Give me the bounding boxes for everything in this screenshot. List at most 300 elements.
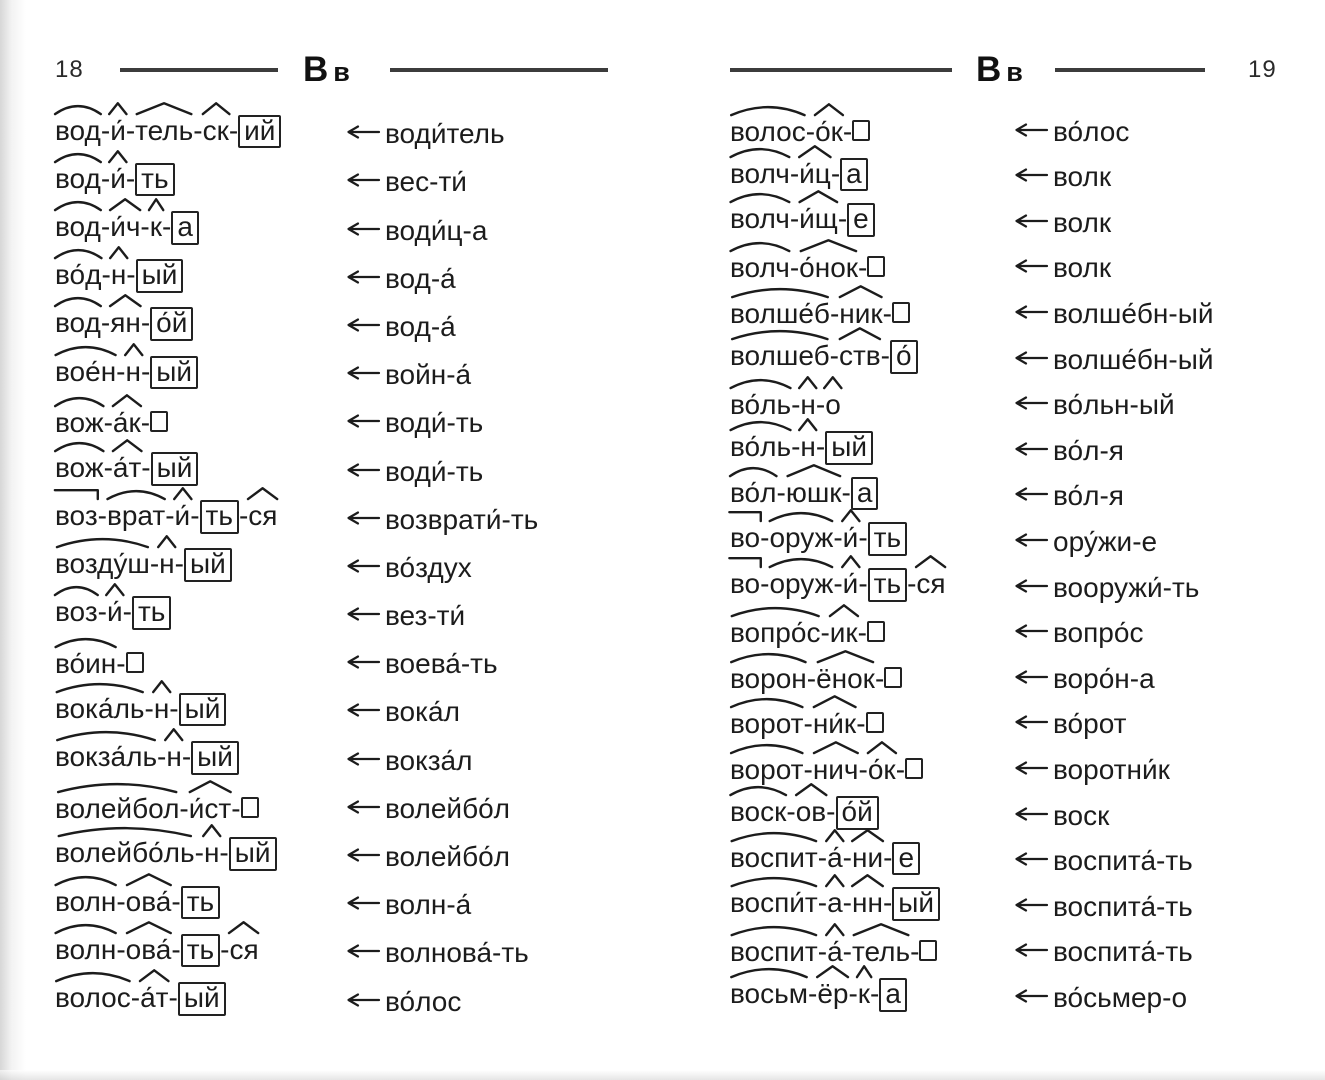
morpheme-root	[730, 619, 820, 647]
left-arrow-icon	[1013, 988, 1053, 1004]
morpheme-text: волшеб	[730, 339, 830, 371]
analyzed-word	[730, 887, 1013, 921]
morpheme-text: ть	[141, 162, 169, 194]
root-arc-icon	[53, 873, 118, 887]
suffix-caret-icon	[914, 555, 947, 569]
morpheme-text: ть	[137, 596, 166, 628]
root-arc-icon	[53, 439, 106, 453]
hyphen-separator: -	[803, 708, 813, 740]
morpheme-text: н	[159, 548, 175, 580]
analyzed-word	[55, 650, 345, 678]
hyphen-separator: -	[830, 157, 841, 189]
morpheme-suffix	[188, 792, 232, 824]
hyphen-separator: -	[149, 548, 160, 580]
entry-row	[730, 647, 1325, 693]
suffix-caret-icon	[111, 439, 143, 453]
morpheme-prefix	[55, 502, 98, 530]
left-arrow-icon	[345, 847, 385, 863]
left-arrow-icon	[1013, 486, 1053, 502]
morpheme-suffix	[113, 409, 141, 437]
morpheme-root	[55, 261, 101, 289]
morpheme-suffix	[202, 114, 229, 146]
source-word: воспита́-ть	[1053, 845, 1193, 877]
morpheme-ending	[179, 693, 227, 727]
hyphen-separator: -	[817, 887, 828, 919]
morpheme-text: ова́	[125, 885, 172, 917]
morpheme-root	[55, 409, 104, 437]
morpheme-suffix	[843, 524, 859, 552]
morpheme-text: и́	[842, 567, 859, 599]
morpheme-suffix	[110, 114, 126, 146]
suffix-caret-icon	[202, 824, 221, 838]
morpheme-text: ть	[873, 522, 902, 554]
left-arrow-icon	[1013, 578, 1053, 594]
morpheme-suffix	[125, 885, 172, 917]
root-arc-icon	[53, 198, 103, 212]
root-arc-icon	[728, 783, 788, 797]
suffix-caret-icon	[201, 102, 231, 116]
source-word: во́л-я	[1053, 434, 1124, 466]
suffix-caret-icon	[111, 394, 143, 408]
hyphen-separator: -	[856, 708, 866, 740]
morpheme-text: н	[800, 431, 816, 463]
hyphen-separator: -	[786, 795, 796, 827]
suffix-caret-icon	[825, 874, 845, 888]
section-letter-small: в	[1006, 57, 1023, 87]
morpheme-suffix	[827, 938, 843, 966]
morpheme-text: ств	[838, 339, 881, 371]
morpheme-text: воспит	[730, 841, 818, 873]
root-arc-icon	[53, 102, 103, 116]
root-arc-icon	[728, 145, 792, 159]
analyzed-word	[730, 297, 1013, 329]
morpheme-text: а	[885, 978, 901, 1010]
root-arc-icon	[728, 285, 832, 299]
morpheme-root	[55, 114, 101, 146]
morpheme-text: о́	[895, 339, 912, 371]
morpheme-text: е	[853, 203, 869, 235]
hyphen-separator: -	[140, 307, 151, 339]
analyzed-word	[730, 431, 1013, 465]
suffix-caret-icon	[108, 198, 142, 212]
morpheme-suffix	[799, 254, 858, 282]
morpheme-text: и́	[174, 500, 191, 532]
morpheme-root	[730, 391, 791, 419]
entry-row	[730, 602, 1325, 648]
morpheme-suffix	[867, 753, 896, 785]
morpheme-root	[55, 981, 131, 1013]
hyphen-separator: -	[842, 841, 852, 873]
suffix-caret-icon	[825, 829, 845, 843]
morpheme-text: н	[153, 692, 170, 724]
left-arrow-icon	[345, 269, 385, 285]
hyphen-separator: -	[190, 500, 200, 532]
left-arrow-icon	[1013, 942, 1053, 958]
morpheme-text: ый	[184, 692, 221, 724]
entry-row	[730, 510, 1325, 556]
morpheme-suffix	[110, 210, 141, 242]
morpheme-text: ёр	[817, 978, 849, 1010]
analyzed-word	[730, 522, 1013, 556]
analyzed-word	[730, 978, 1013, 1012]
source-word: вокза́л	[385, 744, 473, 776]
hyphen-separator: -	[841, 476, 851, 508]
morpheme-text: о́й	[841, 795, 873, 827]
hyphen-separator: -	[910, 936, 920, 968]
analyzed-word	[730, 662, 1013, 694]
entry-row	[55, 582, 662, 630]
left-arrow-icon	[1013, 167, 1053, 183]
left-arrow-icon	[345, 172, 385, 188]
hyphen-separator: -	[100, 307, 111, 339]
suffix-caret-icon	[794, 783, 828, 797]
morpheme-ending	[836, 796, 879, 830]
morpheme-text: ворон	[730, 662, 807, 694]
hyphen-separator: -	[806, 662, 817, 694]
morpheme-suffix	[149, 210, 162, 242]
morpheme-root	[730, 157, 790, 189]
morpheme-suffix	[110, 162, 126, 194]
morpheme-text: н	[125, 355, 141, 387]
hyphen-separator: -	[100, 210, 111, 242]
morpheme-text: вод	[55, 307, 101, 339]
morpheme-root	[769, 567, 834, 599]
morpheme-suffix	[842, 567, 859, 599]
entry-row	[730, 419, 1325, 465]
morpheme-text: оруж	[769, 567, 834, 599]
morpheme-ending	[847, 203, 875, 237]
source-word: ору́жи-е	[1053, 525, 1158, 557]
morpheme-text: н	[800, 389, 816, 421]
entry-row	[730, 556, 1325, 602]
suffix-caret-icon	[124, 921, 174, 935]
morpheme-root	[730, 433, 791, 461]
entries-list	[663, 100, 1325, 1012]
morpheme-root	[55, 162, 101, 194]
morpheme-ending	[132, 596, 171, 630]
analyzed-word	[730, 619, 1013, 647]
left-arrow-icon	[1013, 213, 1053, 229]
morpheme-ending	[181, 886, 220, 920]
morpheme-root	[107, 502, 165, 530]
analyzed-word	[730, 938, 1013, 966]
entry-row	[55, 196, 662, 244]
hyphen-separator: -	[97, 500, 107, 532]
hyphen-separator: -	[140, 210, 150, 242]
morpheme-text: ся	[229, 933, 259, 965]
morpheme-text: волейбол	[55, 792, 180, 824]
morpheme-text: о	[825, 389, 841, 421]
suffix-caret-icon	[152, 680, 171, 694]
hyphen-separator: -	[842, 115, 853, 147]
root-arc-icon	[53, 969, 133, 983]
entry-row	[55, 100, 662, 148]
left-arrow-icon	[1013, 760, 1053, 776]
source-word: вопро́с	[1053, 617, 1144, 649]
morpheme-suffix	[799, 157, 831, 189]
hyphen-separator: -	[882, 887, 893, 919]
morpheme-text: ый	[141, 259, 178, 291]
source-word: во́лос	[1053, 115, 1130, 147]
left-arrow-icon	[1013, 714, 1053, 730]
left-arrow-icon	[1013, 122, 1053, 138]
morpheme-text: н	[110, 259, 127, 291]
morpheme-text: ый	[189, 548, 226, 580]
morpheme-ending	[825, 431, 873, 465]
morpheme-text: к	[149, 210, 162, 242]
left-arrow-icon	[345, 606, 385, 622]
morpheme-root	[730, 710, 804, 738]
morpheme-suffix	[858, 980, 870, 1008]
hyphen-separator: -	[171, 885, 181, 917]
suffix-caret-icon	[850, 829, 885, 843]
morpheme-text: ый	[898, 887, 935, 919]
suffix-caret-icon	[866, 741, 898, 755]
hyphen-separator: -	[169, 692, 179, 724]
left-arrow-icon	[1013, 304, 1053, 320]
morpheme-root	[55, 451, 104, 483]
header-rule-left	[120, 68, 278, 72]
morpheme-text: волч	[730, 203, 790, 235]
morpheme-suffix	[812, 753, 859, 785]
hyphen-separator: -	[842, 887, 852, 919]
morpheme-text: и́щ	[799, 203, 838, 235]
left-arrow-icon	[345, 317, 385, 333]
root-arc-icon	[728, 741, 806, 755]
morpheme-text: воск	[730, 795, 787, 827]
hyphen-separator: -	[858, 252, 868, 284]
root-arc-icon	[767, 555, 835, 569]
source-word: воспита́-ть	[1053, 936, 1193, 968]
hyphen-separator: -	[833, 567, 843, 599]
source-word: во́сьмер-о	[1053, 981, 1188, 1013]
root-arc-icon	[105, 487, 167, 501]
morpheme-root	[730, 254, 790, 282]
source-word: войн-а́	[385, 359, 472, 391]
hyphen-separator: -	[820, 617, 830, 649]
source-word: води́-ть	[385, 455, 484, 487]
zero-ending-box	[884, 667, 902, 688]
suffix-caret-icon	[813, 103, 845, 117]
source-word: волк	[1053, 161, 1112, 193]
zero-ending-box	[866, 712, 884, 733]
morpheme-suffix	[112, 451, 142, 483]
morpheme-suffix	[817, 980, 848, 1008]
left-arrow-icon	[345, 510, 385, 526]
root-arc-icon	[728, 464, 778, 478]
root-arc-icon	[728, 239, 792, 253]
analyzed-word	[55, 500, 345, 534]
source-word: вод-а́	[385, 310, 456, 342]
morpheme-text: во́д	[55, 259, 102, 291]
root-arc-icon	[53, 680, 147, 694]
suffix-caret-icon	[850, 923, 912, 937]
section-letter-big: В	[303, 50, 329, 89]
morpheme-text: вож	[55, 407, 104, 439]
morpheme-ending	[868, 522, 907, 556]
morpheme-text: во́л	[730, 476, 777, 508]
hyphen-separator: -	[882, 297, 892, 329]
morpheme-suffix	[125, 933, 172, 965]
hyphen-separator: -	[116, 648, 126, 680]
morpheme-suffix	[813, 710, 856, 738]
hyphen-separator: -	[874, 662, 885, 694]
morpheme-text: нн	[852, 887, 883, 919]
morpheme-text: о́к	[815, 115, 843, 147]
source-word: воро́н-а	[1053, 662, 1155, 694]
left-arrow-icon	[1013, 669, 1053, 685]
morpheme-text: ск	[202, 114, 229, 146]
morpheme-text: ни́к	[812, 708, 857, 740]
morpheme-ending	[868, 568, 907, 602]
morpheme-text: н	[166, 741, 182, 773]
morpheme-root	[730, 889, 818, 917]
morpheme-text: ворот	[730, 708, 804, 740]
analyzed-word	[55, 356, 345, 390]
morpheme-text: вод	[55, 114, 101, 146]
hyphen-separator: -	[858, 753, 868, 785]
morpheme-root	[730, 297, 830, 329]
morpheme-root	[55, 355, 117, 387]
source-word: волше́бн-ый	[1053, 343, 1214, 375]
entry-row	[55, 389, 662, 437]
left-arrow-icon	[345, 413, 385, 429]
hyphen-separator: -	[848, 978, 858, 1010]
root-arc-icon	[728, 874, 820, 888]
source-word: возврати́-ть	[385, 503, 539, 535]
morpheme-text: во́ин	[55, 648, 117, 680]
analyzed-word	[55, 982, 345, 1016]
source-word: вока́л	[385, 696, 460, 728]
left-arrow-icon	[345, 799, 385, 815]
morpheme-text: юшк	[785, 476, 842, 508]
analyzed-word	[730, 391, 1013, 419]
morpheme-ending	[879, 978, 907, 1012]
hyphen-separator: -	[789, 203, 800, 235]
morpheme-text: ся	[248, 500, 278, 532]
root-arc-icon	[53, 294, 103, 308]
morpheme-text: волейбо́ль	[55, 837, 195, 869]
hyphen-separator: -	[103, 451, 113, 483]
morpheme-text: а́т	[112, 451, 142, 483]
hyphen-separator: -	[194, 837, 204, 869]
morpheme-text: вож	[55, 451, 104, 483]
morpheme-text: вод	[55, 162, 101, 194]
source-word: во́рот	[1053, 708, 1127, 740]
analyzed-word	[730, 568, 1013, 602]
analyzed-word	[55, 596, 345, 630]
morpheme-ending	[238, 115, 281, 149]
hyphen-separator: -	[100, 162, 111, 194]
morpheme-text: тель	[135, 114, 194, 146]
zero-ending-box	[126, 652, 144, 673]
analyzed-word	[55, 452, 345, 486]
suffix-caret-icon	[148, 198, 164, 212]
morpheme-text: воз	[55, 596, 98, 628]
left-arrow-icon	[345, 365, 385, 381]
analyzed-word	[55, 163, 345, 197]
hyphen-separator: -	[857, 617, 867, 649]
morpheme-ending	[229, 837, 277, 871]
source-word: вооружи́-ть	[1053, 571, 1200, 603]
entry-row	[55, 967, 662, 1015]
hyphen-separator: -	[179, 792, 189, 824]
morpheme-root	[730, 662, 807, 694]
morpheme-text: о́нок	[799, 252, 859, 284]
page-18	[0, 0, 662, 1080]
suffix-caret-icon	[124, 343, 143, 357]
hyphen-separator: -	[100, 114, 111, 146]
morpheme-text: а́т	[140, 981, 169, 1013]
source-word: вез-ти́	[385, 600, 466, 632]
left-arrow-icon	[1013, 441, 1053, 457]
suffix-caret-icon	[108, 294, 143, 308]
zero-ending-box	[905, 758, 923, 779]
root-arc-icon	[728, 923, 820, 937]
morpheme-root	[730, 115, 806, 147]
root-arc-icon	[53, 921, 118, 935]
hyphen-separator: -	[789, 252, 800, 284]
morpheme-root	[55, 885, 117, 917]
morpheme-text: волос	[730, 115, 806, 147]
morpheme-text: и́	[110, 162, 126, 194]
entry-row	[730, 374, 1325, 420]
suffix-caret-icon	[108, 150, 128, 164]
entry-row	[55, 245, 662, 293]
source-word: води́ц-а	[385, 214, 488, 246]
root-arc-icon	[728, 829, 820, 843]
hyphen-separator: -	[116, 933, 126, 965]
suffix-caret-icon	[856, 965, 872, 979]
morpheme-root	[730, 938, 818, 966]
morpheme-text: ть	[186, 933, 215, 965]
hyphen-separator: -	[125, 114, 136, 146]
hyphen-separator: -	[174, 548, 184, 580]
analyzed-word	[55, 837, 345, 871]
hyphen-separator: -	[833, 522, 843, 554]
morpheme-root	[55, 933, 117, 965]
left-arrow-icon	[1013, 532, 1053, 548]
morpheme-text: ый	[831, 431, 867, 463]
root-arc-icon	[53, 583, 100, 597]
morpheme-suffix	[135, 114, 194, 146]
hyphen-separator: -	[907, 567, 917, 599]
analyzed-word	[55, 693, 345, 727]
morpheme-ending	[200, 500, 239, 534]
morpheme-text: ся	[916, 567, 946, 599]
root-arc-icon	[728, 418, 793, 432]
header-rule-right	[390, 68, 608, 72]
hyphen-separator: -	[805, 115, 816, 147]
root-arc-icon	[53, 150, 103, 164]
zero-ending-box	[867, 256, 885, 277]
entry-row	[730, 875, 1325, 921]
hyphen-separator: -	[826, 795, 836, 827]
source-word: во́здух	[385, 551, 472, 583]
source-word: воева́-ть	[385, 648, 498, 680]
source-word: волейбо́л	[385, 792, 511, 824]
entry-row	[730, 191, 1325, 237]
morpheme-suffix	[830, 619, 858, 647]
hyphen-separator: -	[181, 741, 192, 773]
morpheme-text: ворот	[730, 753, 804, 785]
hyphen-separator: -	[789, 157, 800, 189]
morpheme-suffix	[815, 115, 843, 147]
suffix-caret-icon	[797, 145, 833, 159]
hyphen-separator: -	[126, 259, 136, 291]
source-word: во́лос	[385, 985, 462, 1017]
left-arrow-icon	[345, 124, 385, 140]
